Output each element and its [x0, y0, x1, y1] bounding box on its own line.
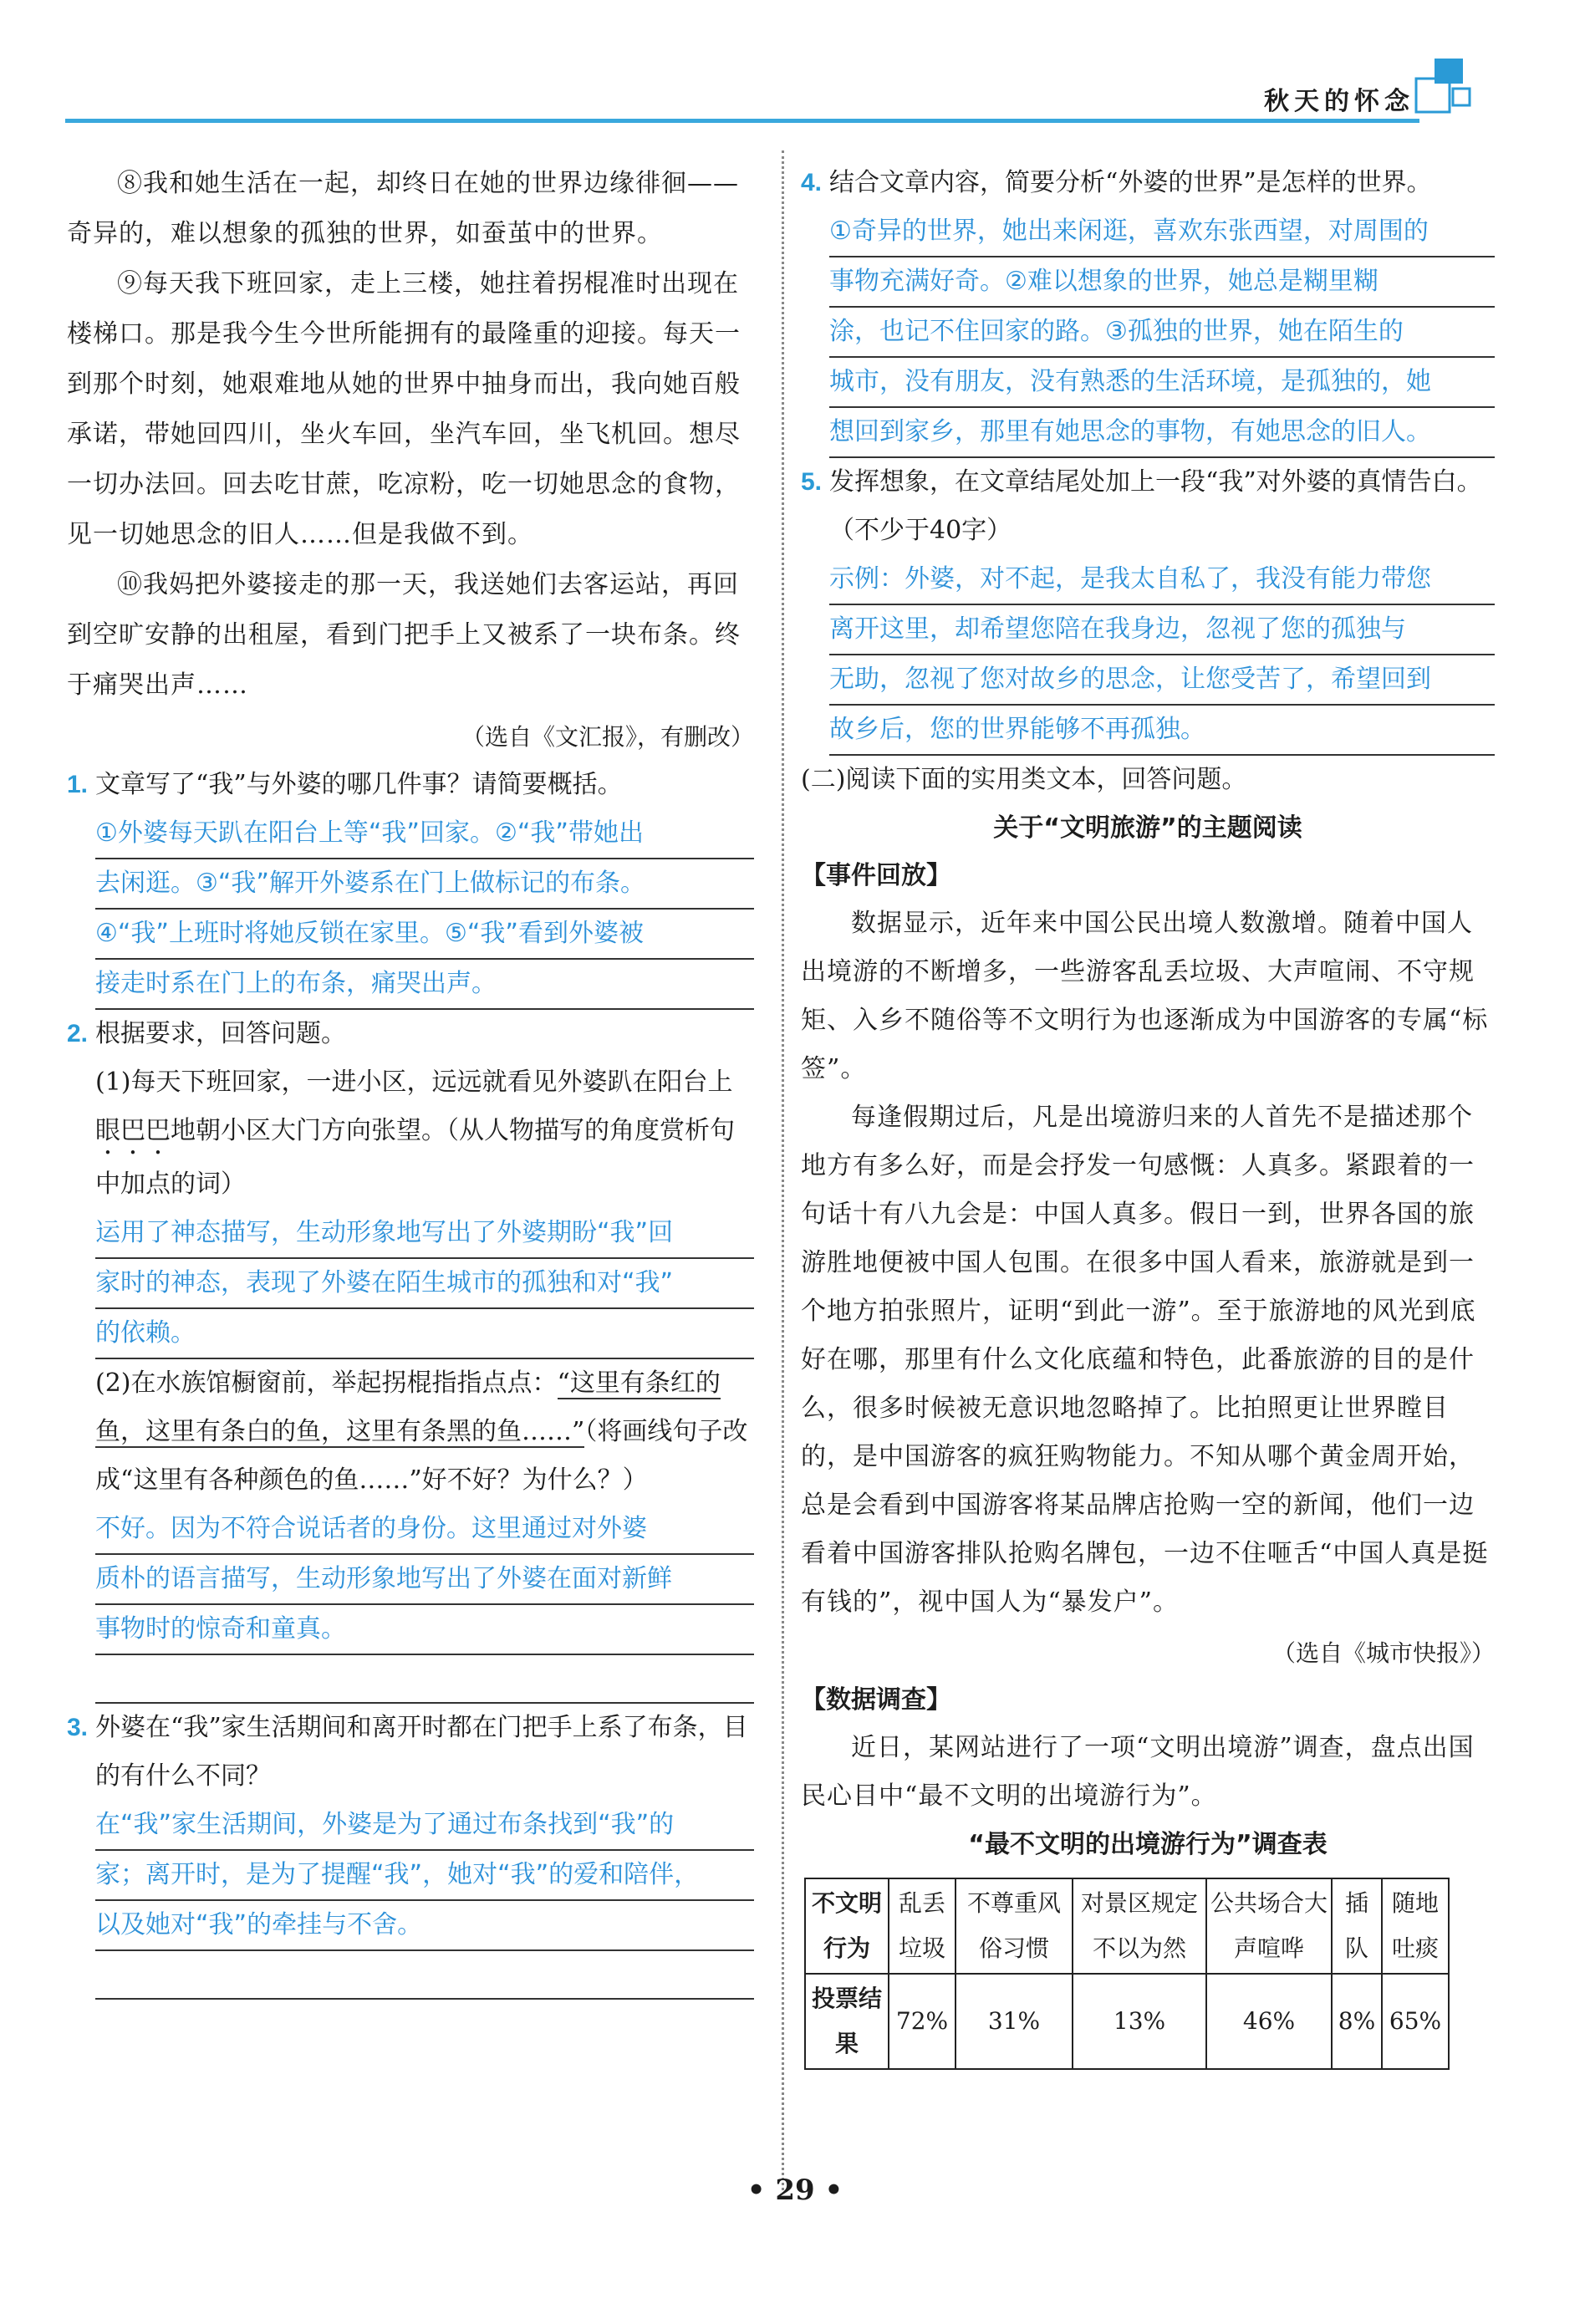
question-1	[67, 761, 754, 809]
table-cell: 8%	[1332, 1974, 1382, 2069]
answer-line: 故乡后，您的世界能够不再孤独。	[829, 706, 1495, 756]
answer-4	[801, 207, 1495, 458]
table-row	[805, 1878, 1449, 1974]
blank-line	[95, 1655, 754, 1704]
paragraph-10: ⑩我妈把外婆接走的那一天，我送她们去客运站，再回到空旷安静的出租屋，看到门把手上又被系了一块布条。终于痛哭出声……	[67, 570, 741, 700]
answer-line: 想回到家乡，那里有她思念的事物，有她思念的旧人。	[829, 408, 1495, 458]
answer-2-2	[67, 1505, 754, 1655]
question-text: 外婆在“我”家生活期间和离开时都在门把手上系了布条，目的有什么不同？	[95, 1713, 748, 1791]
answer-line: 在“我”家生活期间，外婆是为了通过布条找到“我”的	[95, 1801, 754, 1851]
table-cell: 13%	[1073, 1974, 1206, 2069]
page-number: • 29 •	[747, 2174, 843, 2207]
header-title: 秋天的怀念	[1264, 87, 1414, 116]
section-heading: (二)阅读下面的实用类文本，回答问题。	[801, 765, 1247, 794]
answer-line: ①奇异的世界，她出来闲逛，喜欢东张西望，对周围的	[829, 207, 1495, 257]
question-5	[801, 458, 1495, 555]
question-number: 5.	[801, 468, 823, 496]
reading-title: 关于“文明旅游”的主题阅读	[993, 813, 1302, 843]
table-cell: 乱丢垃圾	[889, 1878, 956, 1974]
question-number: 2.	[67, 1020, 89, 1047]
table-cell: 不尊重风俗习惯	[956, 1878, 1073, 1974]
answer-3	[67, 1801, 754, 1951]
question-text: 发挥想象，在文章结尾处加上一段“我”对外婆的真情告白。（不少于40字）	[829, 467, 1482, 545]
table-header-cell: 投票结果	[805, 1974, 889, 2069]
question-number: 1.	[67, 771, 89, 798]
part-text: (2)在水族馆橱窗前，举起拐棍指指点点：	[95, 1368, 558, 1398]
answer-line: 事物时的惊奇和童真。	[95, 1605, 754, 1655]
paragraph-9: ⑨每天我下班回家，走上三楼，她拄着拐棍准时出现在楼梯口。那是我今生今世所能拥有的最隆重的迎接。每天一到那个时刻，她艰难地从她的世界中抽身而出，我向她百般承诺，带她回四川，坐火车回，坐汽车回，坐飞机回。想尽一切办法回。回去吃甘蔗，吃凉粉，吃一切她思念的食物，见一切她思念的旧人……但是我做不到。	[67, 269, 741, 549]
question-3	[67, 1704, 754, 1801]
question-2	[67, 1010, 754, 1058]
question-text: 结合文章内容，简要分析“外婆的世界”是怎样的世界。	[829, 168, 1432, 197]
left-column	[67, 159, 754, 2000]
answer-line: 事物充满好奇。②难以想象的世界，她总是糊里糊	[829, 257, 1495, 308]
answer-line: ①外婆每天趴在阳台上等“我”回家。②“我”带她出	[95, 809, 754, 859]
survey-table	[804, 1878, 1450, 2070]
header-rule	[65, 119, 1419, 123]
table-cell: 公共场合大声喧哗	[1206, 1878, 1332, 1974]
table-header-cell: 不文明行为	[805, 1878, 889, 1974]
answer-line: 不好。因为不符合说话者的身份。这里通过对外婆	[95, 1505, 754, 1555]
answer-line: 接走时系在门上的布条，痛哭出声。	[95, 960, 754, 1010]
answer-2-1	[67, 1209, 754, 1359]
underlined-sentence: “这里有条红的鱼，这里有条白的鱼，这里有条黑的鱼……”	[95, 1368, 721, 1446]
event-paragraph: 数据显示，近年来中国公民出境人数激增。随着中国人出境游的不断增多，一些游客乱丢垃圾、大声喧闹、不守规矩、入乡不随俗等不文明行为也逐渐成为中国游客的专属“标签”。	[801, 909, 1489, 1083]
answer-line: 离开这里，却希望您陪在我身边，忽视了您的孤独与	[829, 605, 1495, 655]
table-title: “最不文明的出境游行为”调查表	[968, 1830, 1328, 1859]
dotted-word: 眼巴巴	[95, 1116, 171, 1145]
table-row	[805, 1974, 1449, 2069]
question-2-part-1	[67, 1058, 754, 1209]
column-divider	[782, 150, 784, 2190]
event-label: 【事件回放】	[801, 861, 951, 890]
answer-line: 去闲逛。③“我”解开外婆系在门上做标记的布条。	[95, 859, 754, 910]
table-cell: 65%	[1382, 1974, 1449, 2069]
table-cell: 31%	[956, 1974, 1073, 2069]
answer-line: ④“我”上班时将她反锁在家里。⑤“我”看到外婆被	[95, 910, 754, 960]
table-cell: 46%	[1206, 1974, 1332, 2069]
source-note: （选自《文汇报》，有删改）	[461, 723, 754, 751]
answer-1	[67, 809, 754, 1010]
answer-line: 城市，没有朋友，没有熟悉的生活环境，是孤独的，她	[829, 358, 1495, 408]
question-4	[801, 159, 1495, 207]
answer-line: 示例：外婆，对不起，是我太自私了，我没有能力带您	[829, 555, 1495, 605]
question-number: 4.	[801, 169, 823, 196]
answer-line: 的依赖。	[95, 1309, 754, 1359]
answer-line: 无助，忽视了您对故乡的思念，让您受苦了，希望回到	[829, 655, 1495, 706]
answer-line: 涂，也记不住回家的路。③孤独的世界，她在陌生的	[829, 308, 1495, 358]
table-cell: 插队	[1332, 1878, 1382, 1974]
answer-5	[801, 555, 1495, 756]
answer-line: 家；离开时，是为了提醒“我”，她对“我”的爱和陪伴，	[95, 1851, 754, 1901]
question-number: 3.	[67, 1714, 89, 1741]
survey-label: 【数据调查】	[801, 1685, 951, 1715]
event-paragraph: 每逢假期过后，凡是出境游归来的人首先不是描述那个地方有多么好，而是会抒发一句感慨：人真多。紧跟着的一句话十有八九会是：中国人真多。假日一到，世界各国的旅游胜地便被中国人包围。在很多中国人看来，旅游就是到一个地方拍张照片，证明“到此一游”。至于旅游地的风光到底好在哪，那里有什么文化底蕴和特色，此番旅游的目的是什么，很多时候被无意识地忽略掉了。比拍照更让世界瞠目的，是中国游客的疯狂购物能力。不知从哪个黄金周开始，总是会看到中国游客将某品牌店抢购一空的新闻，他们一边看着中国游客排队抢购名牌包，一边不住咂舌“中国人真是挺有钱的”，视中国人为“暴发户”。	[801, 1103, 1489, 1617]
table-cell: 对景区规定不以为然	[1073, 1878, 1206, 1974]
question-text: 文章写了“我”与外婆的哪几件事？请简要概括。	[95, 770, 623, 799]
event-source: （选自《城市快报》）	[1271, 1639, 1495, 1667]
answer-line: 以及她对“我”的牵挂与不舍。	[95, 1901, 754, 1951]
table-cell: 72%	[889, 1974, 956, 2069]
part-text: 地朝小区大门方向张望。（从人物描写的角度赏析句中加点的词）	[95, 1116, 735, 1199]
answer-line: 家时的神态，表现了外婆在陌生城市的孤独和对“我”	[95, 1259, 754, 1309]
question-text: 根据要求，回答问题。	[95, 1019, 346, 1048]
answer-line: 质朴的语言描写，生动形象地写出了外婆在面对新鲜	[95, 1555, 754, 1605]
question-2-part-2	[67, 1359, 754, 1505]
part-text: （将画线句子改成“这里有各种颜色的鱼……”好不好？为什么？）	[95, 1417, 748, 1495]
table-cell: 随地吐痰	[1382, 1878, 1449, 1974]
answer-line: 运用了神态描写，生动形象地写出了外婆期盼“我”回	[95, 1209, 754, 1259]
part-text: (1)每天下班回家，一进小区，远远就看见外婆趴在阳台上	[95, 1068, 733, 1097]
blank-line	[95, 1951, 754, 2000]
right-column	[801, 159, 1495, 2070]
paragraph-8: ⑧我和她生活在一起，却终日在她的世界边缘徘徊——奇异的，难以想象的孤独的世界，如蚕茧中的世界。	[67, 169, 739, 248]
survey-paragraph: 近日，某网站进行了一项“文明出境游”调查，盘点出国民心目中“最不文明的出境游行为”。	[801, 1733, 1475, 1811]
